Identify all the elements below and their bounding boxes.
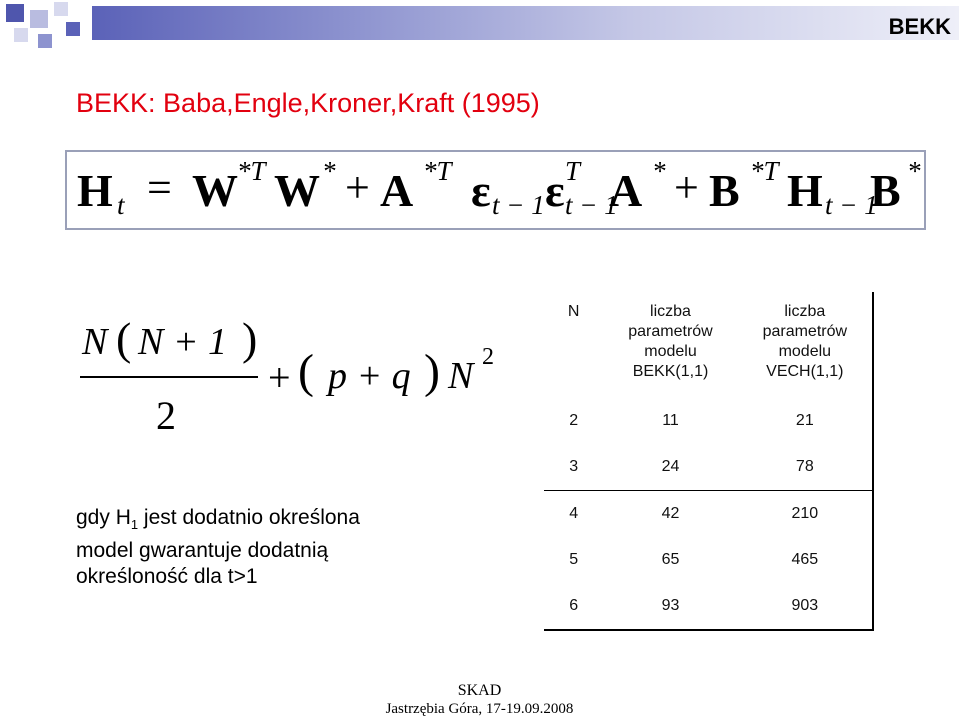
eq-sup-star-1: * (322, 156, 336, 186)
eq-plus-2: + (674, 163, 699, 212)
note-line-2: model gwarantuje dodatnią (76, 539, 329, 563)
eq-B1: B (709, 165, 740, 216)
formula-paren-open-1: ( (116, 313, 132, 364)
cell-vech: 210 (791, 505, 819, 522)
cell-N: 6 (569, 597, 579, 614)
eq-W1: W (192, 165, 238, 216)
footer-org: SKAD (457, 682, 502, 699)
formula-p-plus-q: p + q (328, 355, 411, 397)
eq-equals: = (147, 163, 172, 212)
eq-H2: H (787, 165, 823, 216)
section-label: BEKK (888, 14, 951, 39)
eq-sup-starT-1: *T (237, 156, 266, 186)
logo-squares (0, 0, 92, 56)
eq-sub-tm1-3: t − 1 (825, 190, 878, 220)
formula-N2-exp: 2 (482, 344, 494, 370)
cell-N: 3 (544, 444, 603, 491)
parameter-count-formula (78, 313, 518, 450)
cell-vech: 21 (795, 412, 814, 429)
formula-N-plus-1: N + 1 (138, 321, 227, 363)
cell-bekk: 11 (662, 412, 679, 429)
eq-A2: A (609, 165, 643, 216)
header-N: N (567, 303, 580, 320)
table-row (544, 491, 873, 538)
positivity-note (76, 505, 360, 590)
note-line-3: określoność dla t>1 (76, 565, 258, 589)
eq-sup-star-3: * (907, 156, 921, 186)
cell-vech: 465 (791, 551, 819, 568)
formula-paren-close-2: ) (424, 345, 440, 398)
cell-vech: 903 (791, 597, 819, 614)
table-header-row (544, 292, 873, 398)
formula-N2-base: N (448, 355, 474, 397)
table-row (544, 398, 873, 444)
eq-B2: B (870, 165, 901, 216)
eq-A1: A (380, 165, 414, 216)
parameter-table (544, 292, 874, 631)
cell-bekk: 65 (661, 551, 680, 568)
eq-eps2: ε (545, 165, 565, 216)
formula-denominator: 2 (156, 393, 176, 438)
eq-sup-starT-3: *T (750, 156, 779, 186)
table-row (544, 583, 873, 630)
table-row (544, 537, 873, 583)
table-row (544, 444, 873, 491)
eq-sub-tm1-1: t − 1 (492, 190, 545, 220)
equation-box (65, 150, 926, 230)
header-bekk: liczba parametrów modelu BEKK(1,1) (628, 303, 713, 380)
cell-bekk: 24 (603, 444, 737, 491)
eq-sub-t: t (117, 190, 125, 220)
cell-bekk: 93 (661, 597, 680, 614)
header-bar (92, 6, 959, 40)
footer-event: Jastrzębia Góra, 17-19.09.2008 (385, 701, 574, 717)
eq-plus-1: + (345, 163, 370, 212)
cell-N: 4 (569, 505, 579, 522)
note-line-1: gdy $H_1$ jest dodatnio określona (76, 506, 360, 533)
cell-N: 2 (569, 412, 579, 429)
formula-paren-close-1: ) (242, 313, 258, 364)
formula-plus: + (268, 355, 291, 400)
eq-sup-star-2: * (652, 156, 666, 186)
eq-H: H (77, 165, 113, 216)
eq-sub-tm1-2: t − 1 (565, 190, 618, 220)
eq-sup-starT-2: *T (423, 156, 452, 186)
cell-N: 5 (569, 551, 579, 568)
cell-bekk: 42 (661, 505, 680, 522)
bekk-equation (67, 152, 928, 232)
eq-eps1: ε (471, 165, 491, 216)
eq-W2: W (274, 165, 320, 216)
cell-vech: 78 (738, 444, 873, 491)
formula-N: N (82, 321, 108, 363)
slide-title: BEKK: Baba,Engle,Kroner,Kraft (1995) (76, 88, 540, 118)
formula-paren-open-2: ( (298, 345, 314, 398)
fraction-bar (80, 376, 258, 378)
eq-sup-T: T (565, 156, 581, 186)
header-vech: liczba parametrów modelu VECH(1,1) (762, 303, 848, 380)
